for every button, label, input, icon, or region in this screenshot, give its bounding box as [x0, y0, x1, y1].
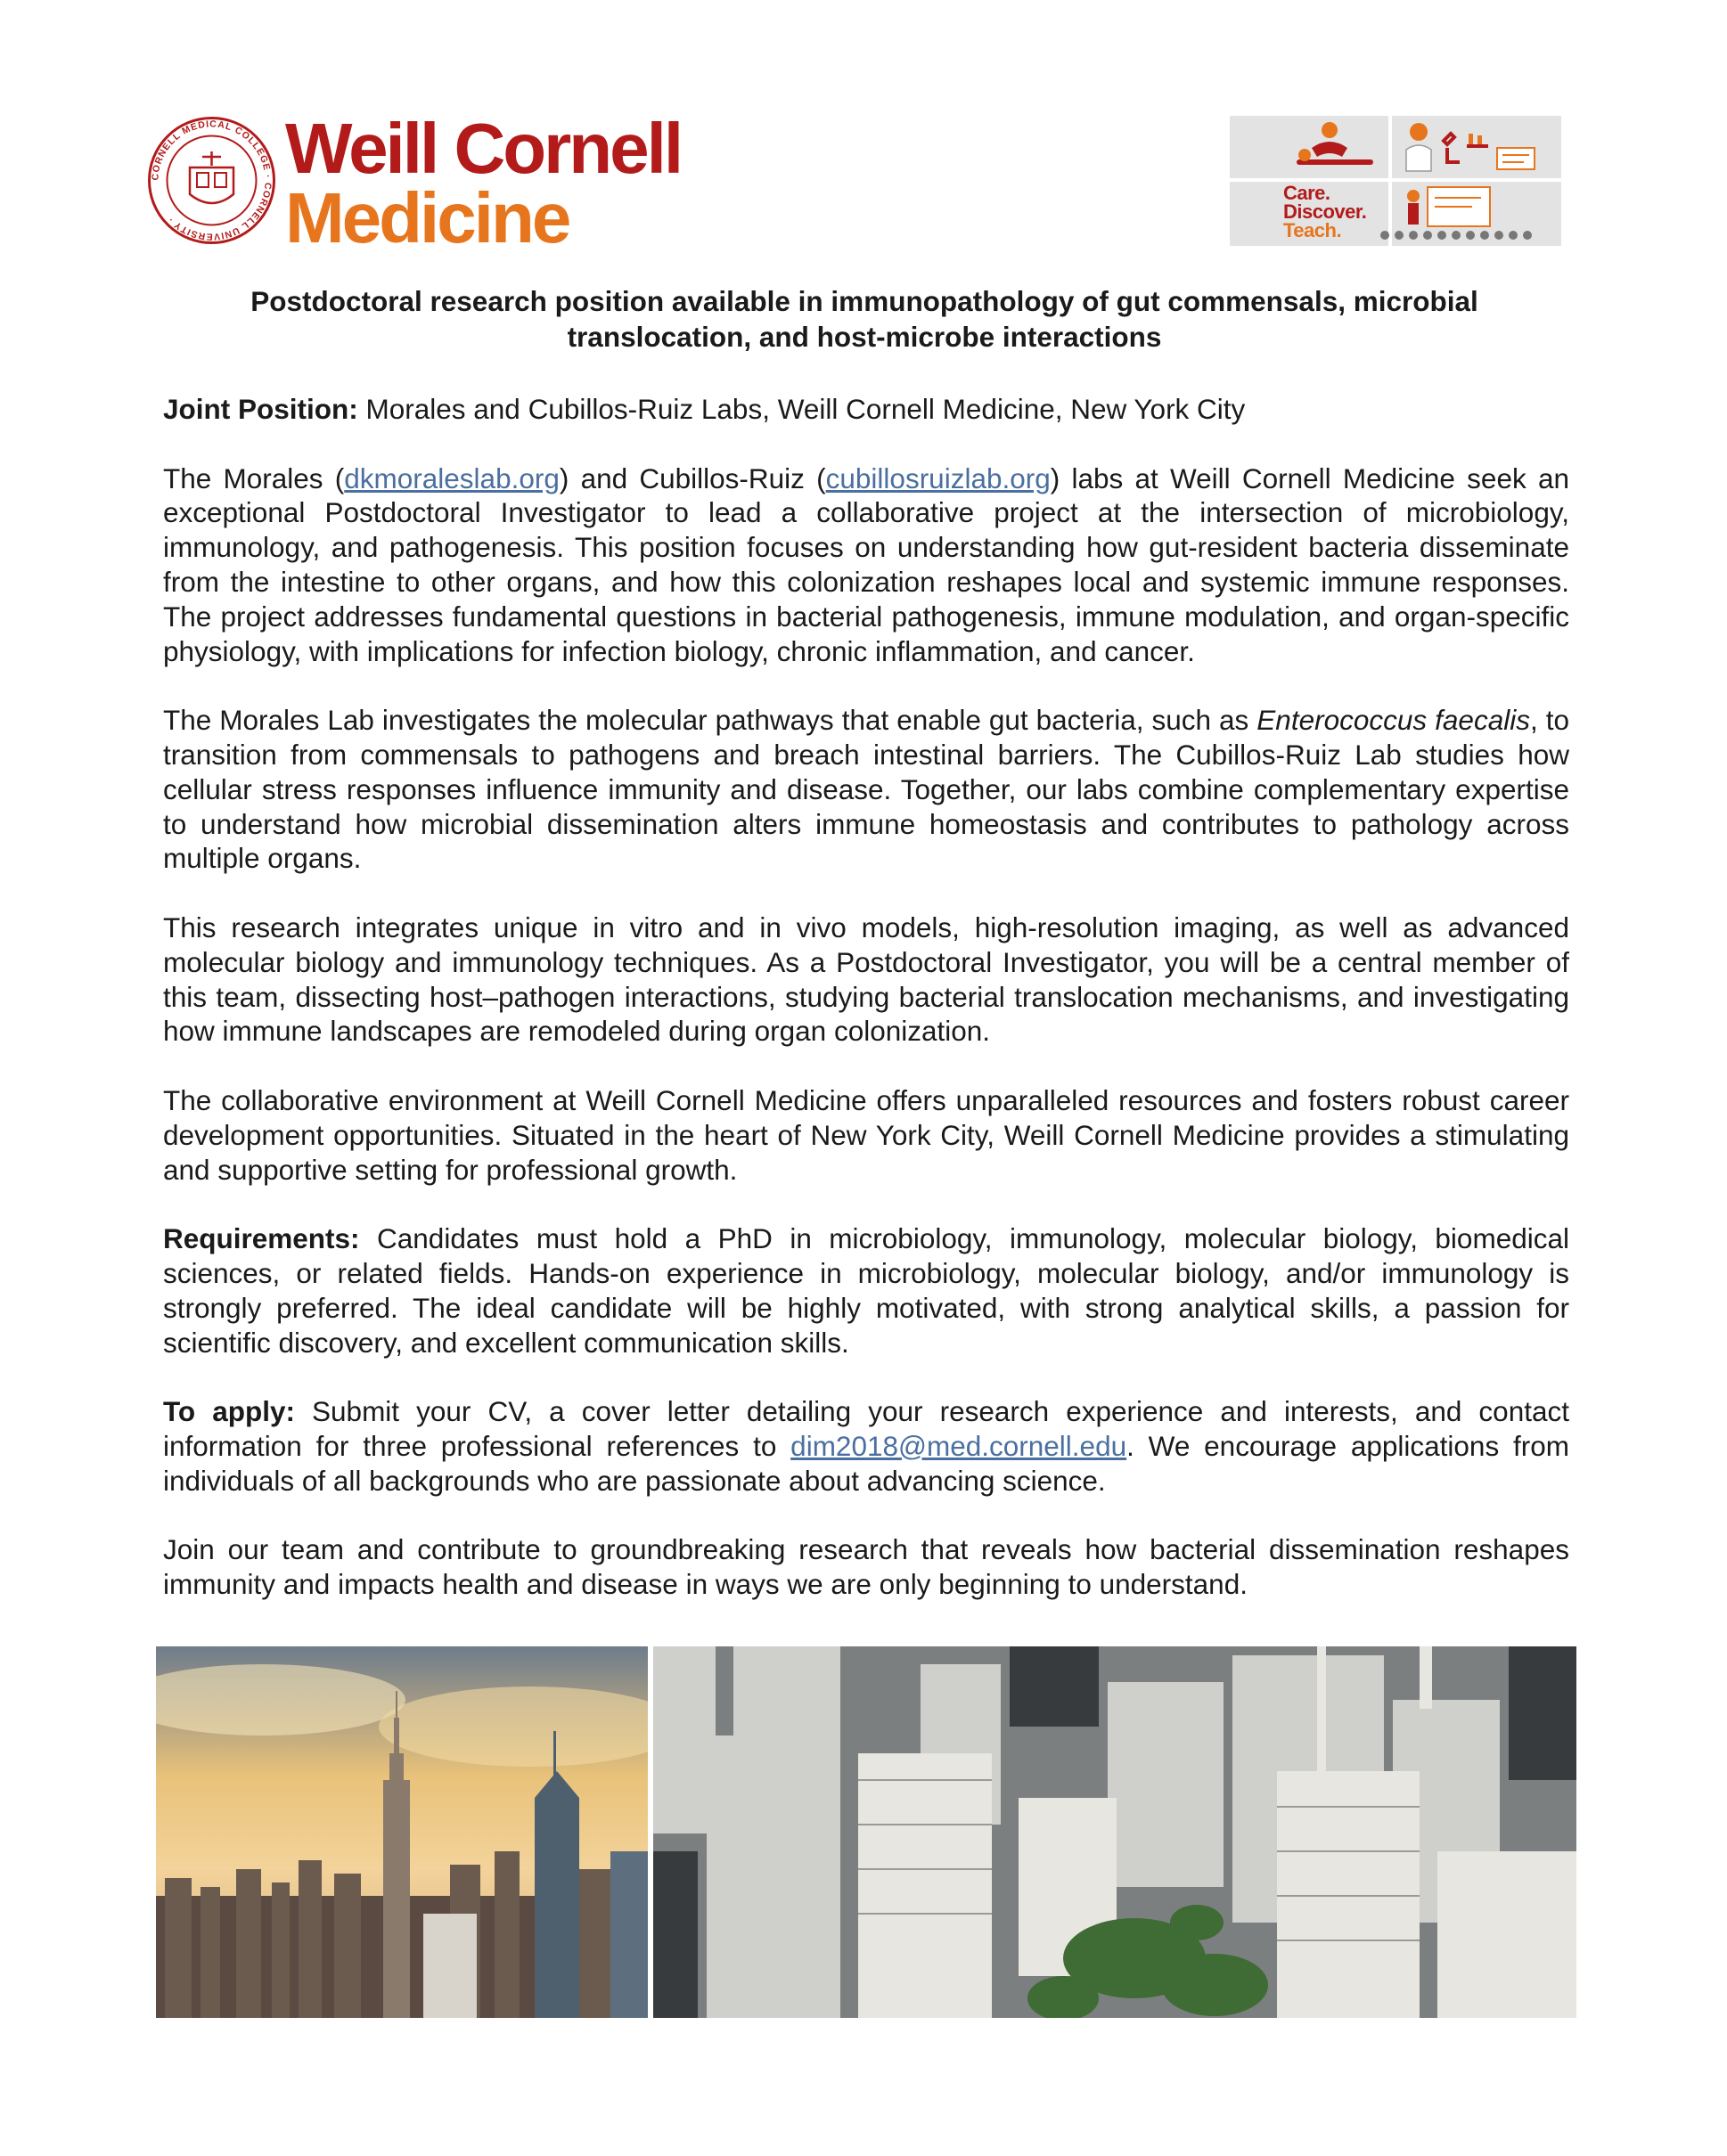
seal-ring-text: CORNELL MEDICAL COLLEGE · CORNELL UNIVERSITY ·	[150, 118, 274, 242]
labs-text-a: The Morales Lab investigates the molecular pathways that enable gut bacteria, such as	[163, 704, 1257, 737]
nyc-skyline-photo	[156, 1646, 648, 2018]
paragraph-research: This research integrates unique in vitro and in vivo models, high-resolution imaging, as well as advanced molecular biology and immunology techniques. As a Postdoctoral Investigator, you will be a central member of this team, dissecting host–pathogen interactions, studying bacterial translocation mechanisms, and investigating how immune landscapes are remodeled during organ colonization.	[163, 911, 1569, 1048]
tagline-teach: Teach.	[1283, 219, 1342, 241]
apply-label: To apply:	[163, 1395, 295, 1428]
brand-line-2: Medicine	[285, 178, 569, 258]
joint-position-line	[163, 392, 1569, 427]
care-discover-teach-graphic	[1230, 116, 1561, 246]
tagline-care: Care.	[1283, 182, 1330, 204]
paragraph-closing: Join our team and contribute to groundbreaking research that reveals how bacterial dissemination reshapes immunity and impacts health and disease in ways we are only beginning to understand.	[163, 1533, 1569, 1601]
paragraph-requirements	[163, 1221, 1569, 1360]
paragraph-apply	[163, 1394, 1569, 1498]
apply-text-b: . We encourage applications from individuals of all backgrounds who are passionate about advancing science.	[163, 1429, 1570, 1497]
care-discover-teach-tagline	[1283, 184, 1366, 240]
morales-lab-link[interactable]: dkmoraleslab.org	[344, 461, 560, 494]
apply-text-a: Submit your CV, a cover letter detailing your research experience and interests, and contact information for three professional references to	[163, 1395, 1569, 1462]
species-name: Enterococcus faecalis	[1256, 704, 1530, 737]
job-description	[163, 392, 1569, 1637]
paragraph-environment: The collaborative environment at Weill Cornell Medicine offers unparalleled resources and fosters robust career development opportunities. Situated in the heart of New York City, Weill Cornell Medicine provides a stimulating and supportive setting for professional growth.	[163, 1083, 1569, 1186]
weill-cornell-campus-aerial-photo	[653, 1646, 1576, 2018]
intro-text-b: ) and Cubillos-Ruiz (	[559, 461, 826, 494]
cornell-seal-logo	[147, 116, 276, 245]
intro-text-a: The Morales (	[163, 461, 345, 494]
tagline-discover: Discover.	[1283, 200, 1367, 223]
paragraph-intro	[163, 461, 1569, 669]
requirements-text: Candidates must hold a PhD in microbiology, immunology, molecular biology, biomedical sciences, or related fields. Hands-on experience in microbiology, molecular biology, and/or immunology is strongly preferred. The ideal candidate will be highly motivated, with strong analytical skills, a passion for scientific discovery, and excellent communication skills.	[163, 1222, 1569, 1359]
paragraph-labs	[163, 703, 1569, 876]
joint-position-label: Joint Position:	[163, 393, 358, 425]
cubillos-ruiz-lab-link[interactable]: cubillosruizlab.org	[825, 461, 1051, 494]
joint-position-text: Morales and Cubillos-Ruiz Labs, Weill Cornell Medicine, New York City	[357, 393, 1246, 425]
apply-email-link[interactable]: dim2018@med.cornell.edu	[790, 1429, 1127, 1462]
requirements-label: Requirements:	[163, 1222, 360, 1255]
intro-text-c: ) labs at Weill Cornell Medicine seek an exceptional Postdoctoral Investigator to lead a collaborative project at the intersection of microbiology, immunology, and pathogenesis. This position focuses on understanding how gut-resident bacteria disseminate from the intestine to other organs, and how this colonization reshapes local and systemic immune responses. The project addresses fundamental questions in bacterial pathogenesis, immune modulation, and organ-specific physiology, with implications for infection biology, chronic inflammation, and cancer.	[163, 461, 1569, 667]
brand-line-1: Weill Cornell	[285, 109, 682, 188]
position-title: Postdoctoral research position available in immunopathology of gut commensals, microbial translocation, and host-microbe interactions	[250, 285, 1478, 353]
weill-cornell-medicine-logo	[285, 109, 682, 258]
labs-text-b: , to transition from commensals to pathogens and breach intestinal barriers. The Cubillos-Ruiz Lab studies how cellular stress responses influence immunity and disease. Together, our labs combine complementary expertise to understand how microbial dissemination alters immune homeostasis and contributes to pathology across multiple organs.	[163, 704, 1570, 875]
